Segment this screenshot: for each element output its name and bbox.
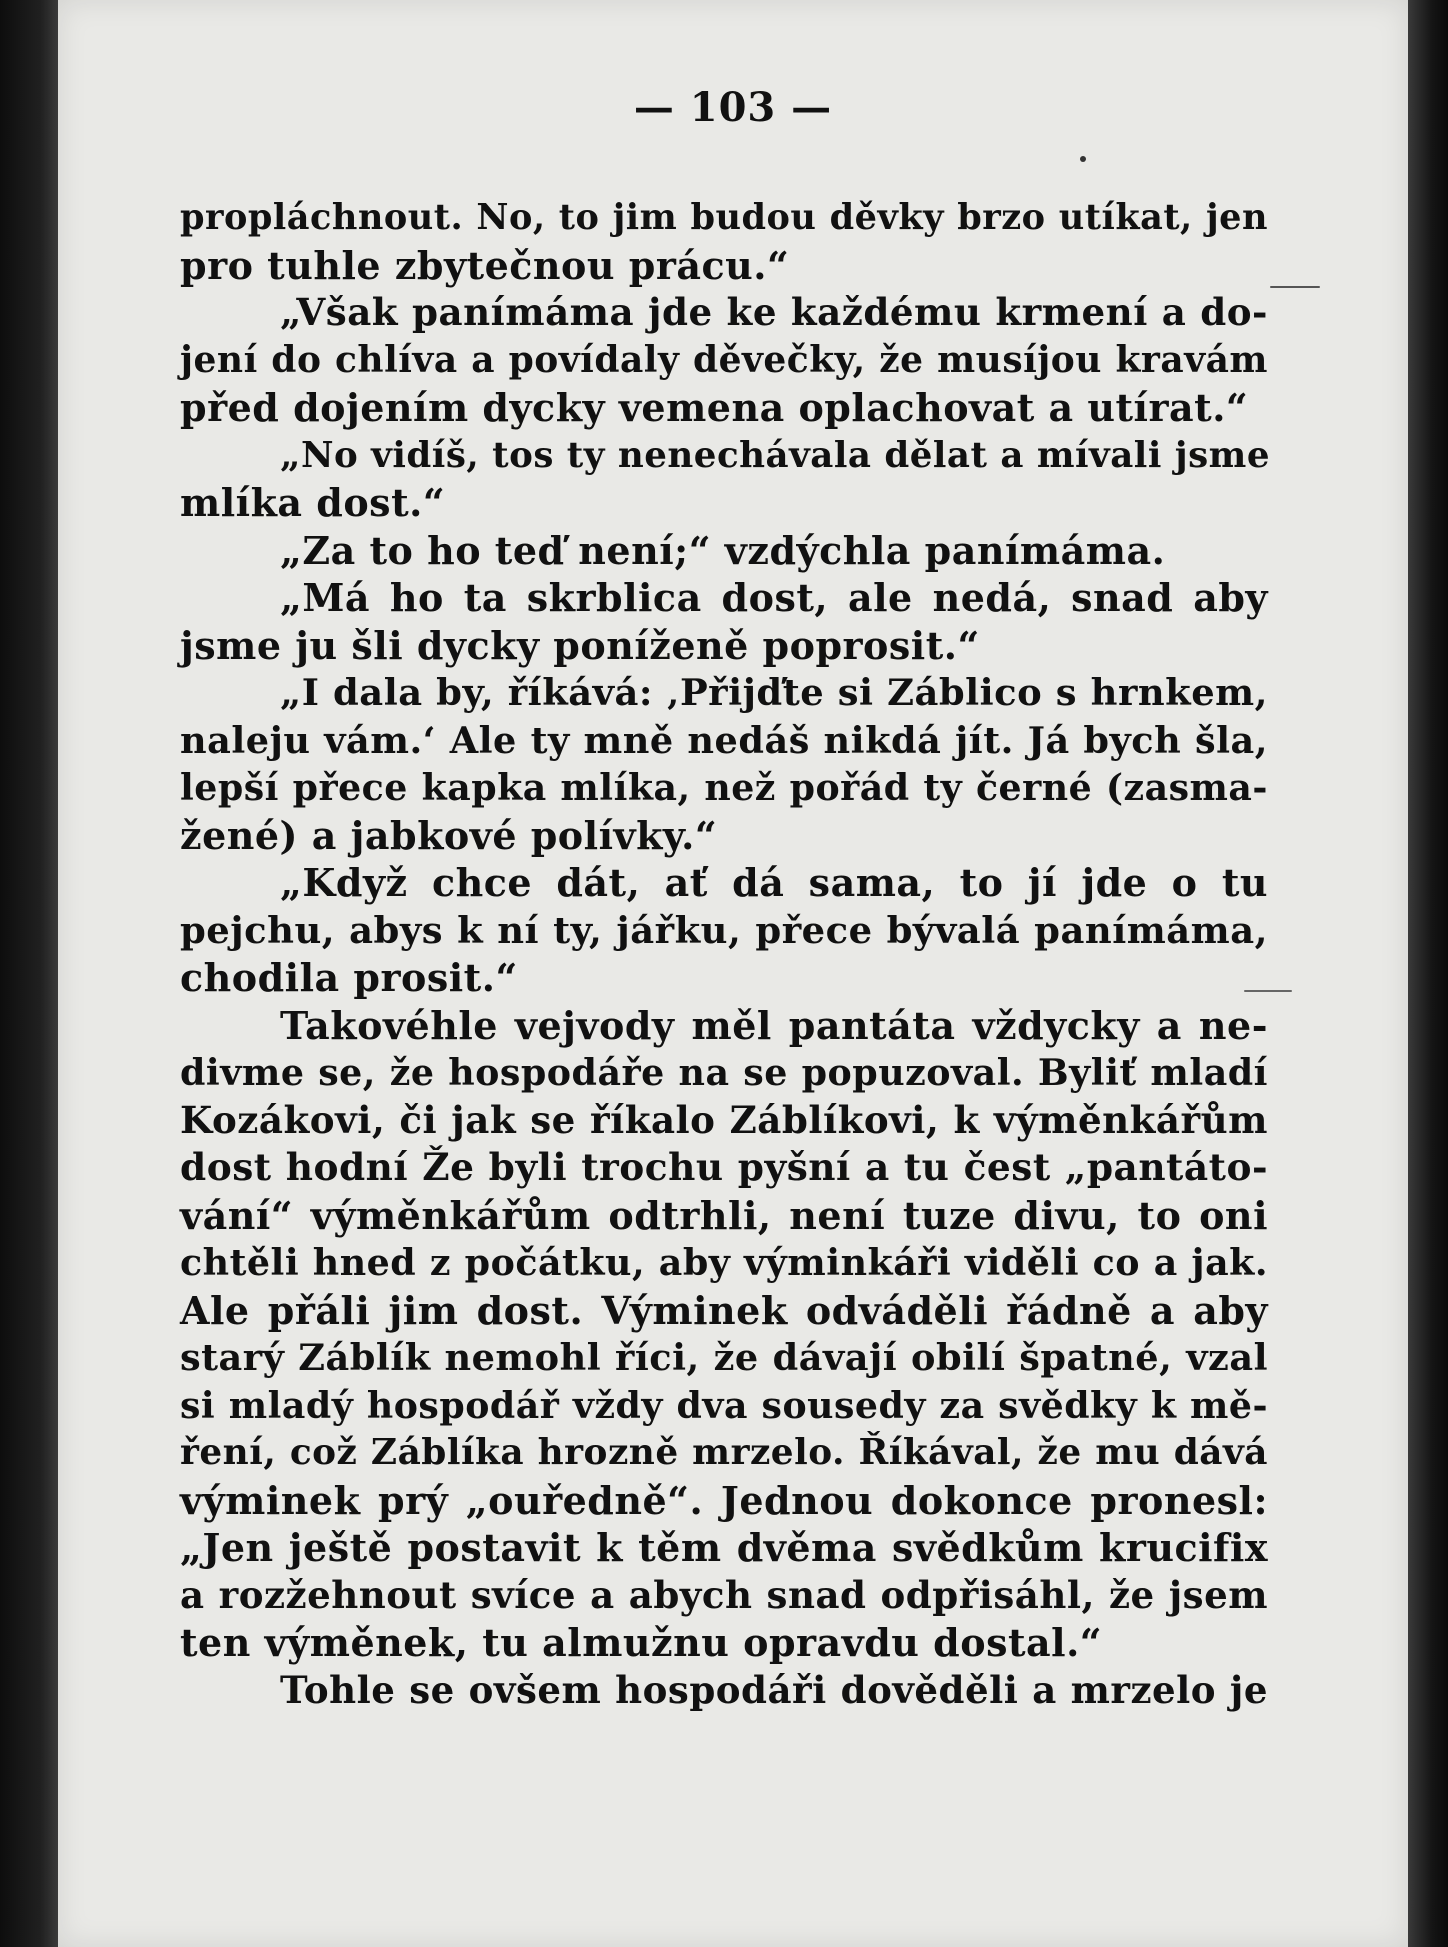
text-line: „Však panímáma jde ke každému krmení a do-: [280, 290, 1268, 334]
text-line: „No vidíš, tos ty nenechávala dělat a mívali jsme: [280, 434, 1271, 476]
text-line: ten výměnek, tu almužnu opravdu dostal.“: [180, 1620, 1103, 1665]
text-line: dost hodní Že byli trochu pyšní a tu čest „pantáto-: [180, 1145, 1268, 1189]
text-line: pro tuhle zbytečnou prácu.“: [180, 242, 790, 288]
text-line: Tohle se ovšem hospodáři dověděli a mrzelo je: [280, 1667, 1268, 1712]
text-line: „Má ho ta skrblica dost, ale nedá, snad aby: [280, 575, 1268, 620]
text-line: pejchu, abys k ní ty, jářku, přece bývalá panímáma,: [180, 907, 1268, 952]
book-page: [58, 0, 1408, 1947]
text-line: výminek prý „ouředně“. Jednou dokonce pronesl:: [180, 1477, 1268, 1523]
text-line: jení do chlíva a povídaly děvečky, že musíjou kravám: [180, 338, 1268, 381]
scan-left-edge: [0, 0, 58, 1947]
text-line: mlíka dost.“: [180, 480, 446, 525]
text-line: ření, což Záblíka hrozně mrzelo. Říkával, že mu dává: [180, 1431, 1268, 1473]
text-line: Kozákovi, či jak se říkalo Záblíkovi, k výměnkářům: [180, 1097, 1268, 1142]
page-number: — 103 —: [633, 84, 833, 131]
text-line: jsme ju šli dycky poníženě poprosit.“: [180, 622, 980, 668]
scan-mark: [1270, 286, 1320, 288]
text-line: před dojením dycky vemena oplachovat a utírat.“: [180, 385, 1249, 430]
text-line: lepší přece kapka mlíka, než pořád ty černé (zasma-: [180, 766, 1268, 809]
text-line: žené) a jabkové polívky.“: [180, 812, 718, 858]
text-line: Takovéhle vejvody měl pantáta vždycky a ne-: [280, 1002, 1268, 1048]
text-line: „Když chce dát, ať dá sama, to jí jde o tu: [280, 860, 1268, 905]
scan-right-edge: [1408, 0, 1448, 1947]
text-line: naleju vám.‘ Ale ty mně nedáš nikdá jít. Já bych šla,: [180, 718, 1268, 762]
text-line: si mladý hospodář vždy dva sousedy za svědky k mě-: [180, 1383, 1268, 1427]
scan-speck: [1080, 156, 1086, 162]
text-line: Ale přáli jim dost. Výminek odváděli řádně a aby: [180, 1287, 1268, 1333]
text-line: „Jen ještě postavit k těm dvěma svědkům krucifix: [180, 1525, 1268, 1570]
text-line: chodila prosit.“: [180, 955, 518, 1000]
text-line: divme se, že hospodáře na se popuzoval. Byliť mladí: [180, 1051, 1268, 1094]
text-line: „Za to ho teď není;“ vzdýchla panímáma.: [280, 527, 1166, 573]
page-body-text: [180, 194, 1271, 1714]
text-line: „I dala by, říkává: ‚Přijďte si Záblico s hrnkem,: [280, 670, 1268, 714]
text-line: a rozžehnout svíce a abych snad odpřisáhl, že jsem: [180, 1572, 1268, 1617]
text-line: vání“ výměnkářům odtrhli, není tuze divu, to oni: [180, 1192, 1268, 1238]
text-line: propláchnout. No, to jim budou děvky brzo utíkat, jen: [180, 197, 1268, 238]
text-line: chtěli hned z počátku, aby výminkáři viděli co a jak.: [180, 1241, 1268, 1284]
text-line: starý Záblík nemohl říci, že dávají obilí špatné, vzal: [180, 1336, 1268, 1379]
